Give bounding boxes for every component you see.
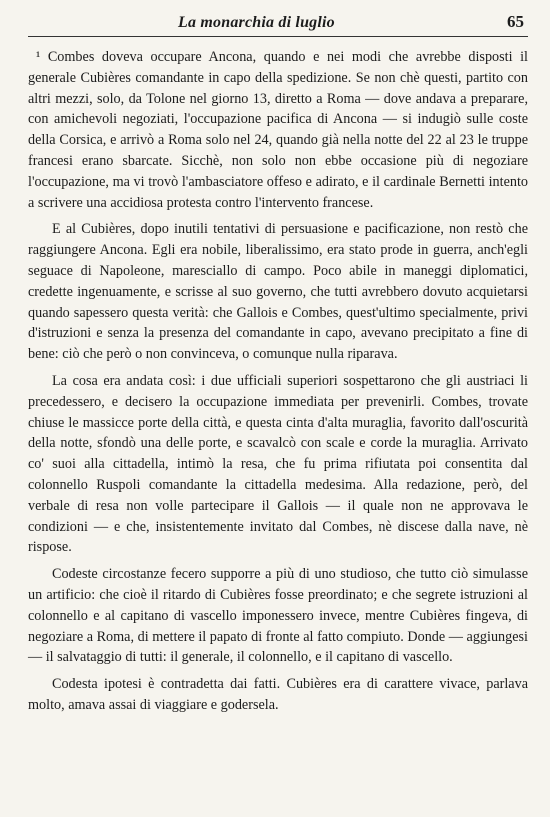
page-number: 65 [507,12,524,31]
paragraph-1: ¹ Combes doveva occupare Ancona, quando e nei modi che avrebbe disposti il generale Cubières comandante in capo della spedizione. Se non chè questi, partito con altri mezzi, solo, da Tolone nel giorno 13, diretto a Roma — dove andava a preparare, con amichevoli negoziati, l'occupazione pacifica di Ancona — si indugiò sulle coste della Corsica, e arrivò a Roma solo nel 24, quando già nella notte del 22 al 23 le truppe francesi erano sbarcate. Sicchè, non solo non ebbe occasione più di negoziare l'occupazione, ma vi trovò l'ambasciatore offeso e adirato, e il cardinale Bernetti intento a scrivere una accidiosa protesta contro l'intervento francese. [28,49,528,211]
paragraph-3: La cosa era andata così: i due ufficiali superiori sospettarono che gli austriaci li precedessero, e decisero la occupazione immediata per prevenirli. Combes, trovate chiuse le massicce porte della città, e questa cinta d'alta muraglia, favorito dall'oscurità della notte, sfondò una delle porte, e scavalcò con scale e corde la muraglia. Arrivato co' suoi alla cittadella, intimò la resa, che fu prima rifiutata poi consentita dal colonnello Ruspoli comandante la cittadella medesima. Alla redazione, però, del verbale di resa non volle partecipare il Gallois — il quale non ne approvava le condizioni — e che, insistentemente invitato dal Combes, nè discese dalla nave, nè rispose. [28,372,528,556]
page-body [28,47,528,716]
running-head: La monarchia di luglio [178,14,335,31]
paragraph-4: Codeste circostanze fecero supporre a più di uno studioso, che tutto ciò simulasse un artificio: che cioè il ritardo di Cubières fosse preordinato; e che segrete istruzioni al colonnello e al capitano di vascello imponessero invece, mentre Cubières fingeva, di negoziare a Roma, di mettere il papato di fronte al fatto compiuto. Donde — aggiungesi — il salvataggio di tutti: il generale, il colonnello, e il capitano di vascello. [28,566,528,666]
paragraph-2: E al Cubières, dopo inutili tentativi di persuasione e pacificazione, non restò che raggiungere Ancona. Egli era nobile, liberalissimo, era stato prode in guerra, anch'egli seguace di Napoleone, maresciallo di campo. Poco abile in maneggi diplomatici, credette ingenuamente, e scrisse al suo governo, che tutti avrebbero dovuto acquietarsi quando sapessero questa verità: che Gallois e Combes, quest'ultimo specialmente, privi d'istruzioni e senza la presenza del comandante in capo, avevano precipitato a fine di bene: ciò che però o non convinceva, o comunque nulla riparava. [28,221,528,363]
page-header [28,8,528,37]
paragraph-5: Codesta ipotesi è contradetta dai fatti. Cubières era di carattere vivace, parlava molto, amava assai di viaggiare e godersela. [28,676,528,713]
